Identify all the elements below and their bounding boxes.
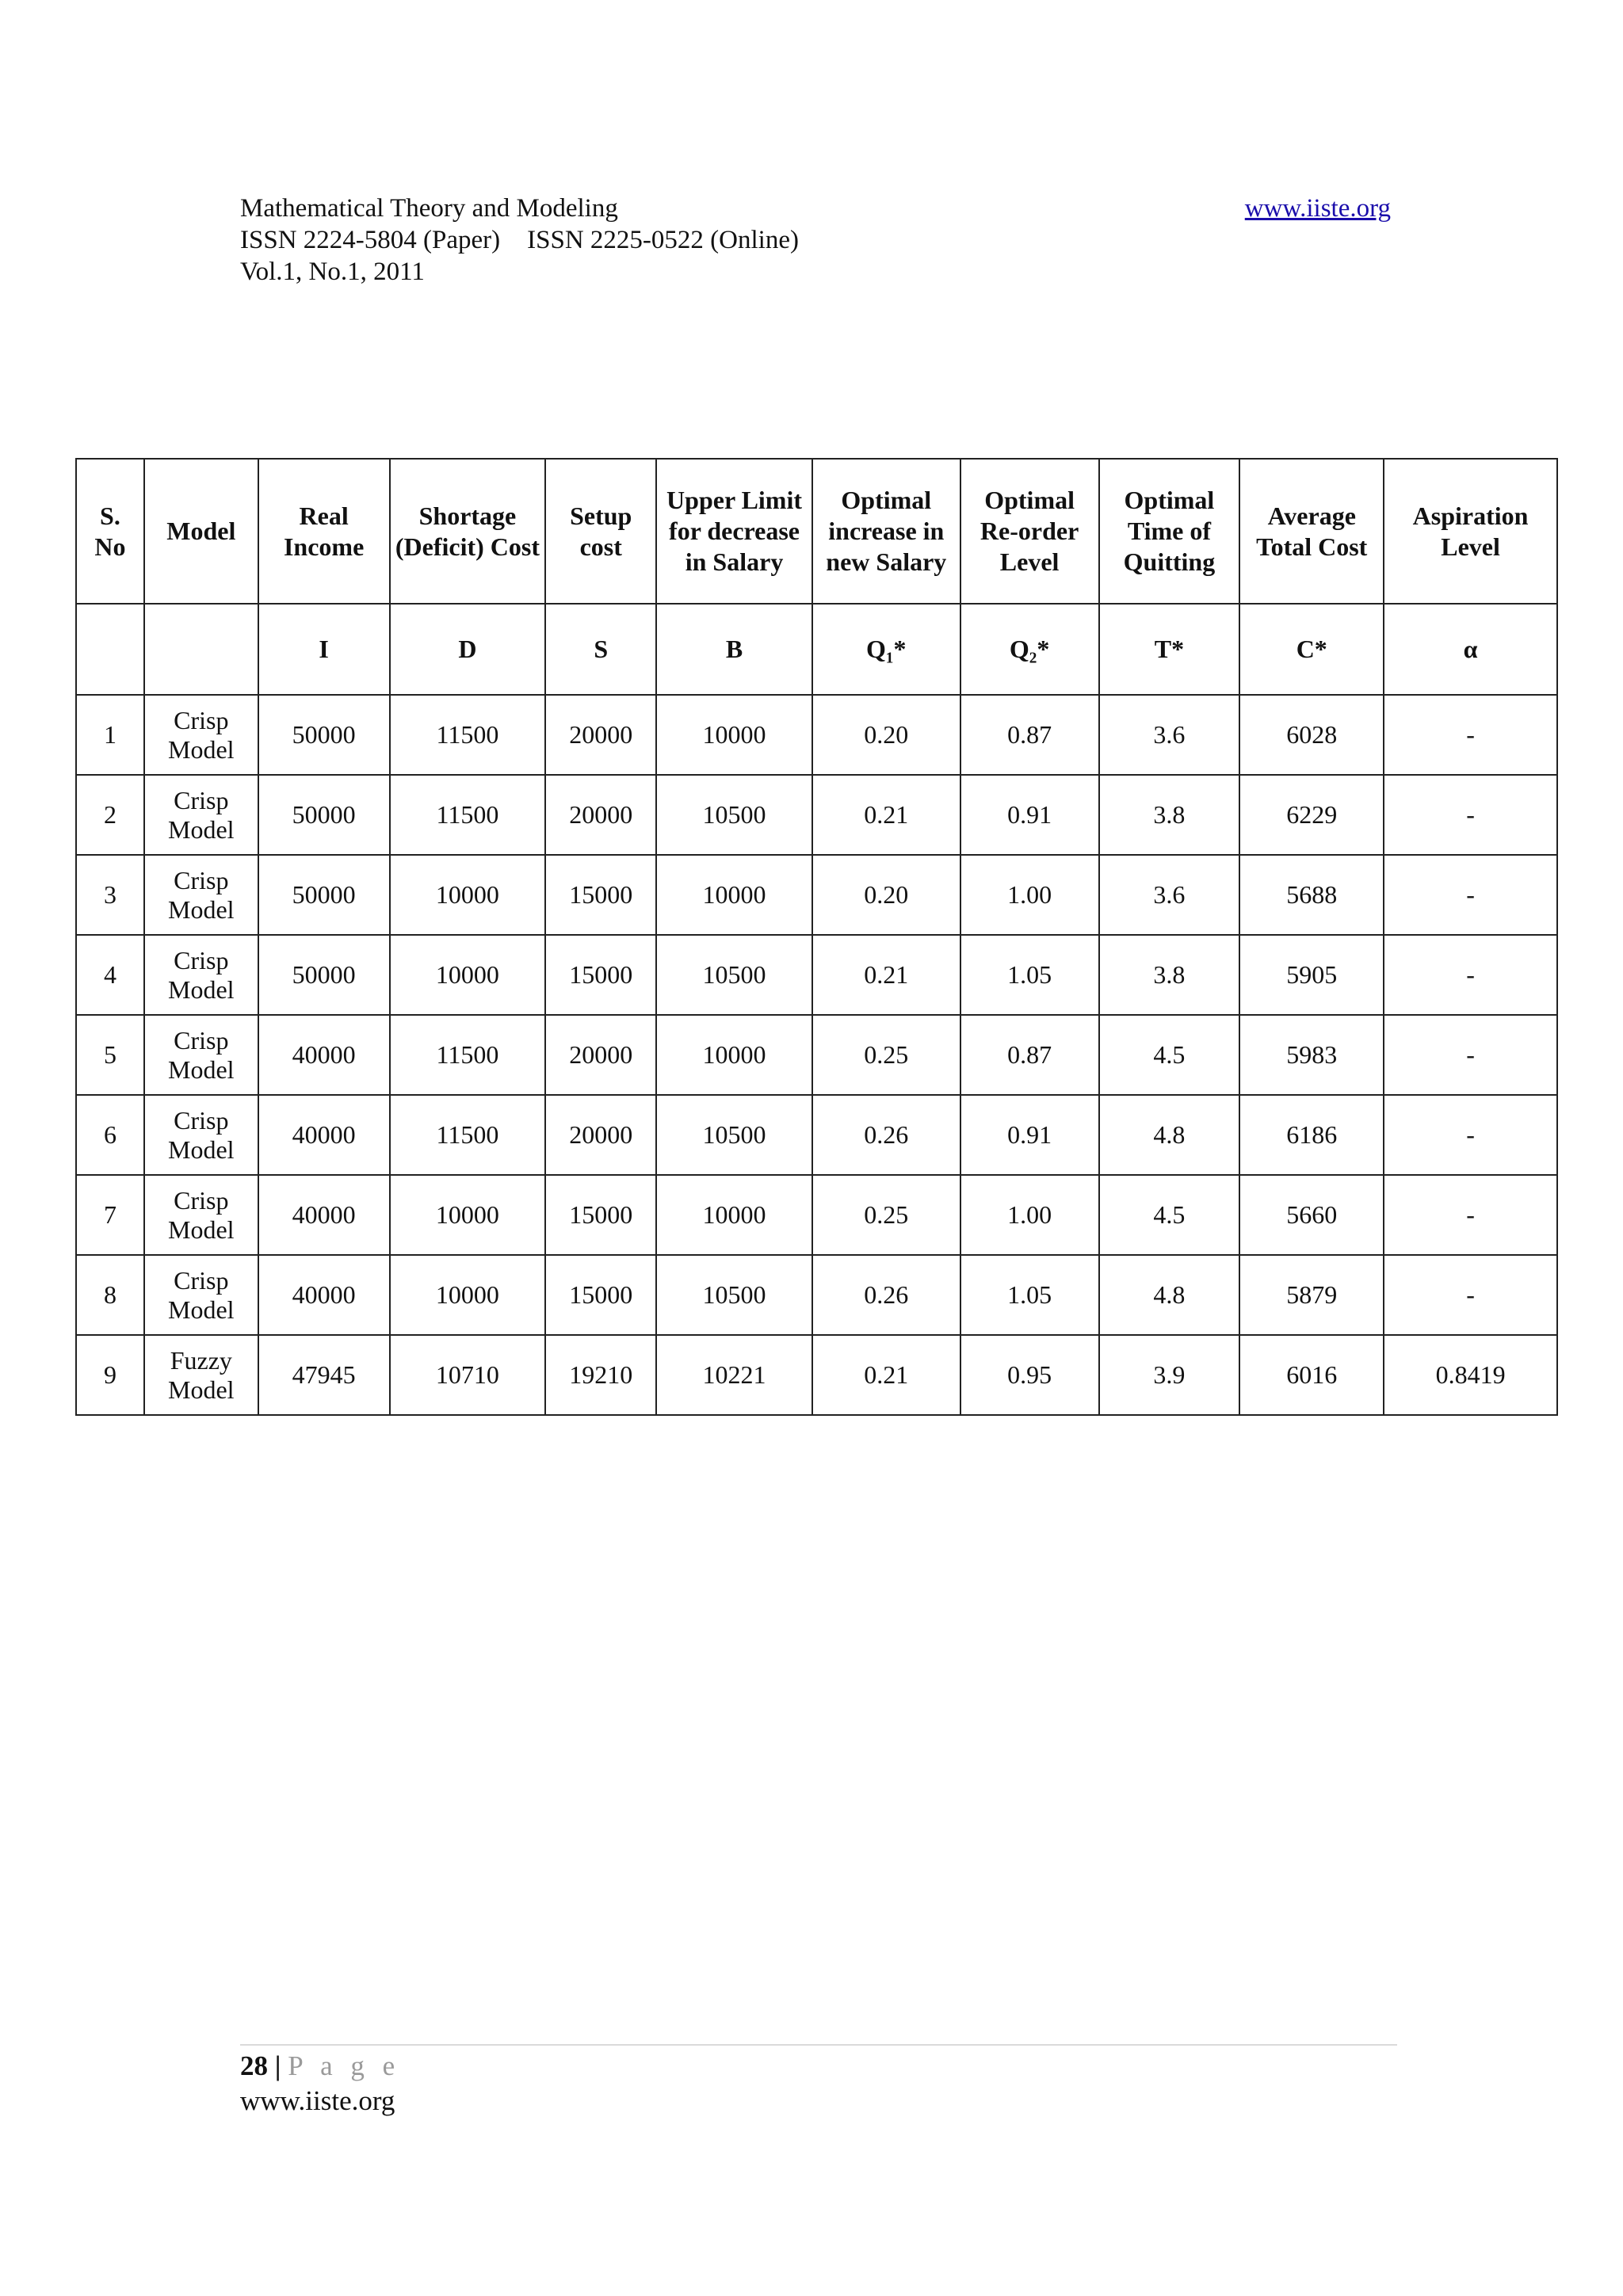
table-cell: 10000 xyxy=(390,855,546,935)
volume-info: Vol.1, No.1, 2011 xyxy=(240,257,425,286)
issn-online: ISSN 2225-0522 (Online) xyxy=(527,226,799,254)
column-header: Upper Limit for decrease in Salary xyxy=(656,459,812,604)
table-cell: 6186 xyxy=(1239,1095,1384,1175)
table-cell: - xyxy=(1384,1175,1557,1255)
table-cell: - xyxy=(1384,695,1557,775)
table-cell: 11500 xyxy=(390,1095,546,1175)
table-cell: 10000 xyxy=(390,935,546,1015)
table-cell: 10000 xyxy=(656,695,812,775)
table-cell: 11500 xyxy=(390,1015,546,1095)
footer-divider xyxy=(240,2044,1397,2046)
table-cell: 40000 xyxy=(258,1095,390,1175)
table-cell: 0.20 xyxy=(812,695,960,775)
page-footer xyxy=(240,2049,400,2119)
table-cell: 10221 xyxy=(656,1335,812,1415)
table-cell: 19210 xyxy=(545,1335,656,1415)
table-cell: 20000 xyxy=(545,695,656,775)
symbol-header: α xyxy=(1384,604,1557,695)
table-cell: 40000 xyxy=(258,1175,390,1255)
table-cell: 3 xyxy=(76,855,144,935)
table-cell: 5983 xyxy=(1239,1015,1384,1095)
table-cell: 3.6 xyxy=(1099,855,1240,935)
table-cell: 4.5 xyxy=(1099,1015,1240,1095)
column-header: Optimal Re-order Level xyxy=(960,459,1099,604)
table-cell: 0.87 xyxy=(960,1015,1099,1095)
page-word: P a g e xyxy=(288,2050,401,2081)
table-cell: 1.05 xyxy=(960,935,1099,1015)
table-cell: 7 xyxy=(76,1175,144,1255)
table-cell: 2 xyxy=(76,775,144,855)
table-cell: 1 xyxy=(76,695,144,775)
table-cell: 15000 xyxy=(545,1175,656,1255)
symbol-header: I xyxy=(258,604,390,695)
column-header: Setup cost xyxy=(545,459,656,604)
table-cell: 1.00 xyxy=(960,855,1099,935)
symbol-header: T* xyxy=(1099,604,1240,695)
column-header: S. No xyxy=(76,459,144,604)
table-cell: Crisp Model xyxy=(144,855,258,935)
table-row xyxy=(76,1015,1557,1095)
symbol-row xyxy=(76,604,1557,695)
table-cell: 15000 xyxy=(545,1255,656,1335)
table-cell: 4 xyxy=(76,935,144,1015)
table-cell: 4.5 xyxy=(1099,1175,1240,1255)
table-cell: Crisp Model xyxy=(144,1095,258,1175)
table-cell: 3.8 xyxy=(1099,935,1240,1015)
table-cell: - xyxy=(1384,775,1557,855)
table-row xyxy=(76,775,1557,855)
table-row xyxy=(76,695,1557,775)
table-cell: Crisp Model xyxy=(144,695,258,775)
column-header: Model xyxy=(144,459,258,604)
table-row xyxy=(76,855,1557,935)
table-cell: 0.91 xyxy=(960,775,1099,855)
table-cell: 3.6 xyxy=(1099,695,1240,775)
column-header: Shortage (Deficit) Cost xyxy=(390,459,546,604)
table-cell: 3.8 xyxy=(1099,775,1240,855)
table-cell: 50000 xyxy=(258,855,390,935)
table-cell: Crisp Model xyxy=(144,1175,258,1255)
column-header: Average Total Cost xyxy=(1239,459,1384,604)
table-cell: 0.26 xyxy=(812,1095,960,1175)
column-header: Aspiration Level xyxy=(1384,459,1557,604)
table-row xyxy=(76,935,1557,1015)
table-cell: - xyxy=(1384,1095,1557,1175)
table-cell: 9 xyxy=(76,1335,144,1415)
table-cell: 50000 xyxy=(258,775,390,855)
table-cell: 15000 xyxy=(545,855,656,935)
table-cell: - xyxy=(1384,1255,1557,1335)
table-cell: 0.20 xyxy=(812,855,960,935)
table-cell: 6229 xyxy=(1239,775,1384,855)
column-header: Real Income xyxy=(258,459,390,604)
symbol-header: D xyxy=(390,604,546,695)
table-cell: 0.25 xyxy=(812,1015,960,1095)
footer-url: www.iiste.org xyxy=(240,2085,395,2116)
table-cell: 5 xyxy=(76,1015,144,1095)
table-cell: 0.21 xyxy=(812,1335,960,1415)
table-cell: 40000 xyxy=(258,1015,390,1095)
table-cell: 20000 xyxy=(545,1095,656,1175)
table-row xyxy=(76,1095,1557,1175)
table-cell: 6 xyxy=(76,1095,144,1175)
table-cell: 5660 xyxy=(1239,1175,1384,1255)
table-cell: 10710 xyxy=(390,1335,546,1415)
table-cell: 40000 xyxy=(258,1255,390,1335)
table-cell: - xyxy=(1384,935,1557,1015)
table-cell: 0.21 xyxy=(812,775,960,855)
table-row xyxy=(76,1175,1557,1255)
table-cell: Crisp Model xyxy=(144,775,258,855)
table-cell: 0.26 xyxy=(812,1255,960,1335)
symbol-header xyxy=(76,604,144,695)
table-cell: 5879 xyxy=(1239,1255,1384,1335)
column-header: Optimal increase in new Salary xyxy=(812,459,960,604)
table-cell: 47945 xyxy=(258,1335,390,1415)
table-cell: 4.8 xyxy=(1099,1095,1240,1175)
table-cell: 11500 xyxy=(390,775,546,855)
table-cell: 10500 xyxy=(656,935,812,1015)
table-cell: 5905 xyxy=(1239,935,1384,1015)
page-separator: | xyxy=(274,2050,281,2081)
table-cell: 50000 xyxy=(258,695,390,775)
column-header: Optimal Time of Quitting xyxy=(1099,459,1240,604)
table-cell: 10000 xyxy=(656,1015,812,1095)
table-cell: 0.95 xyxy=(960,1335,1099,1415)
symbol-header: Q₂* xyxy=(960,604,1099,695)
table-cell: 10000 xyxy=(390,1175,546,1255)
table-cell: 4.8 xyxy=(1099,1255,1240,1335)
table-cell: Crisp Model xyxy=(144,1255,258,1335)
table-cell: 1.05 xyxy=(960,1255,1099,1335)
table-cell: 6016 xyxy=(1239,1335,1384,1415)
table-cell: Fuzzy Model xyxy=(144,1335,258,1415)
table-cell: 10500 xyxy=(656,775,812,855)
table-cell: 10000 xyxy=(656,855,812,935)
header-url-link[interactable]: www.iiste.org xyxy=(1244,194,1391,223)
table-cell: 0.8419 xyxy=(1384,1335,1557,1415)
table-cell: 3.9 xyxy=(1099,1335,1240,1415)
page-number: 28 xyxy=(240,2050,268,2081)
table-cell: 6028 xyxy=(1239,695,1384,775)
table-cell: 50000 xyxy=(258,935,390,1015)
table-cell: 0.21 xyxy=(812,935,960,1015)
table-cell: 1.00 xyxy=(960,1175,1099,1255)
table-cell: 0.25 xyxy=(812,1175,960,1255)
journal-title: Mathematical Theory and Modeling xyxy=(240,194,618,223)
table-cell: 0.91 xyxy=(960,1095,1099,1175)
table-cell: 0.87 xyxy=(960,695,1099,775)
table-cell: 20000 xyxy=(545,1015,656,1095)
table-cell: 8 xyxy=(76,1255,144,1335)
symbol-header: C* xyxy=(1239,604,1384,695)
table-row xyxy=(76,1255,1557,1335)
table-cell: - xyxy=(1384,855,1557,935)
table-cell: 15000 xyxy=(545,935,656,1015)
table-cell: 20000 xyxy=(545,775,656,855)
table-cell: Crisp Model xyxy=(144,935,258,1015)
table-cell: 10500 xyxy=(656,1095,812,1175)
symbol-header: Q₁* xyxy=(812,604,960,695)
table-cell: 5688 xyxy=(1239,855,1384,935)
results-table xyxy=(75,458,1558,1416)
table-body xyxy=(76,695,1557,1415)
symbol-header: S xyxy=(545,604,656,695)
header-row xyxy=(76,459,1557,604)
table-cell: 10500 xyxy=(656,1255,812,1335)
table-cell: 10000 xyxy=(390,1255,546,1335)
journal-header xyxy=(240,193,799,288)
table-row xyxy=(76,1335,1557,1415)
table-cell: - xyxy=(1384,1015,1557,1095)
table-cell: Crisp Model xyxy=(144,1015,258,1095)
table-cell: 10000 xyxy=(656,1175,812,1255)
symbol-header xyxy=(144,604,258,695)
symbol-header: B xyxy=(656,604,812,695)
issn-paper: ISSN 2224-5804 (Paper) xyxy=(240,226,501,254)
table-cell: 11500 xyxy=(390,695,546,775)
issn-line xyxy=(240,224,799,256)
